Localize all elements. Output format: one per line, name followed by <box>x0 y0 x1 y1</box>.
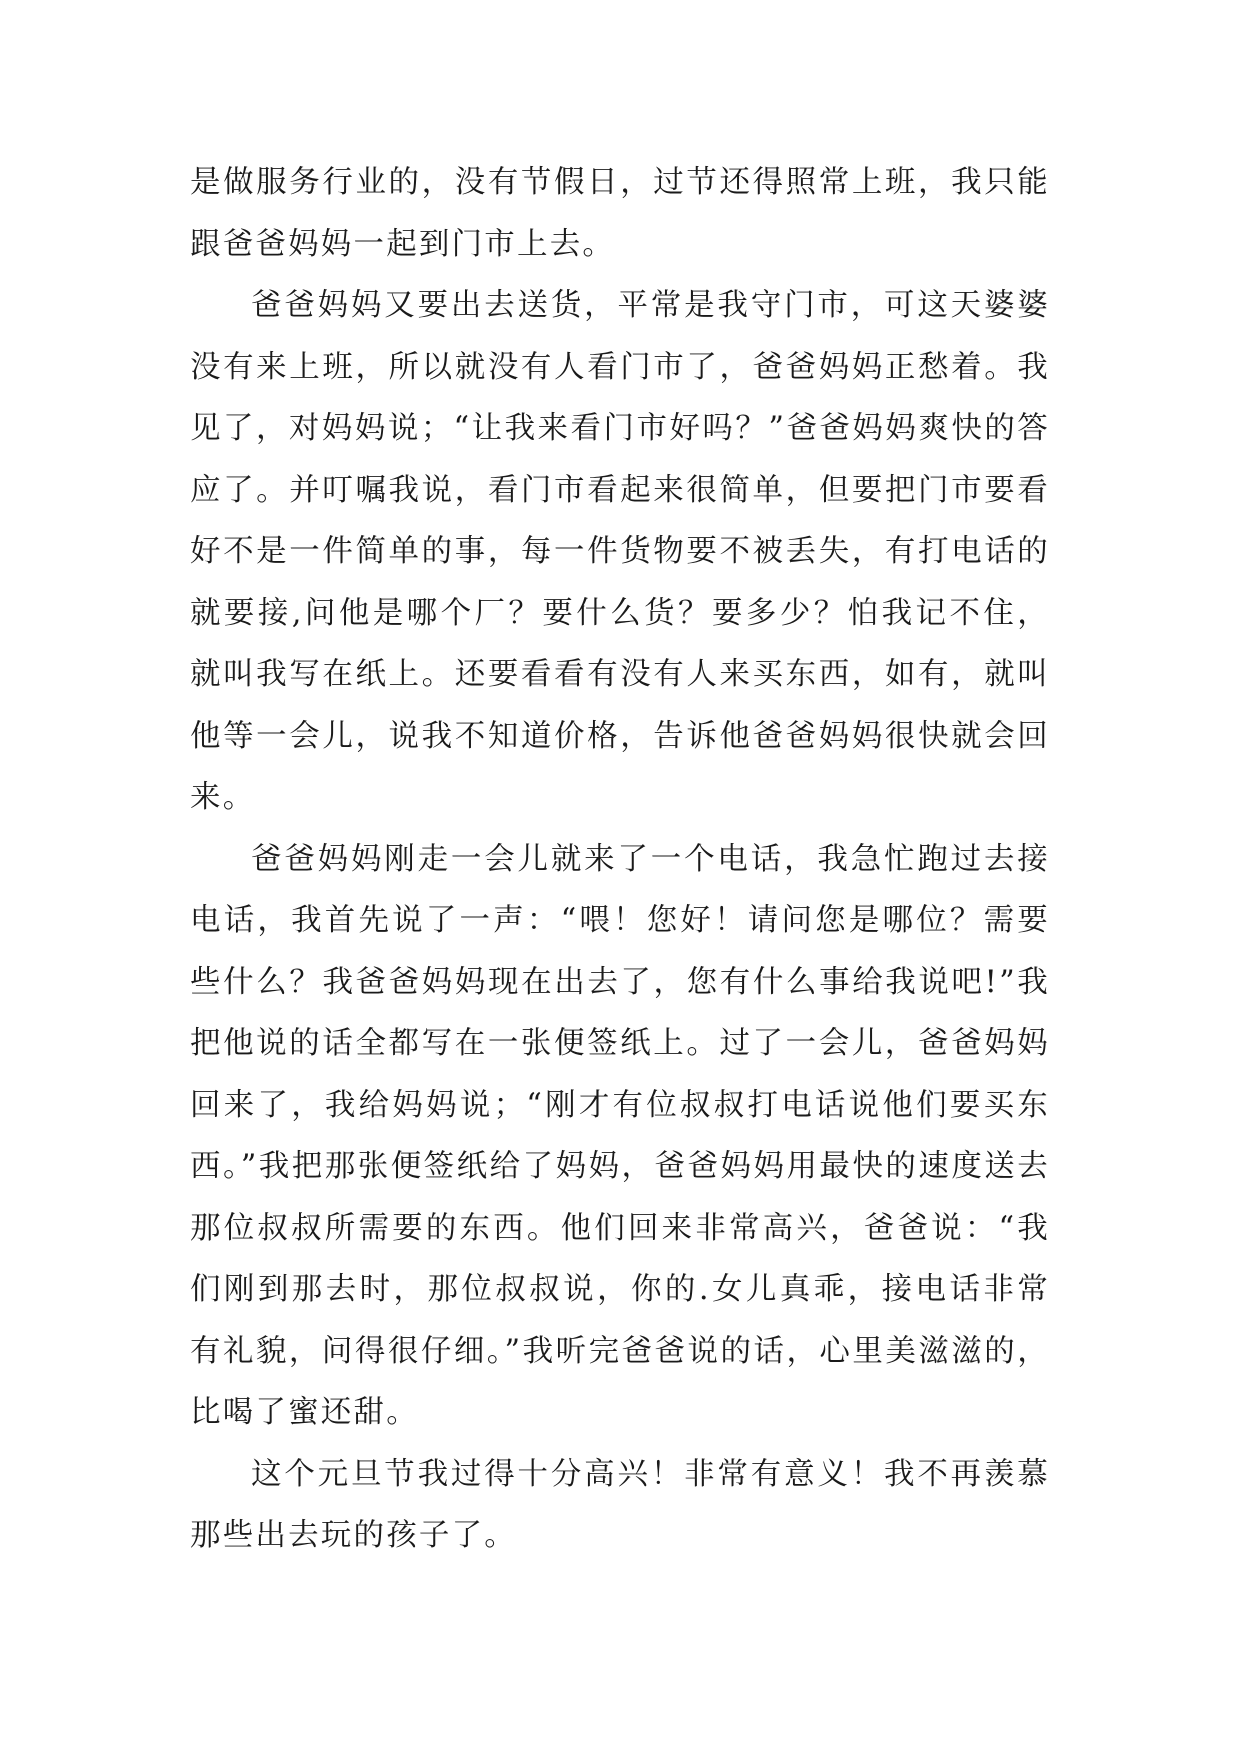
paragraph-2: 爸爸妈妈又要出去送货，平常是我守门市，可这天婆婆没有来上班，所以就没有人看门市了，爸爸妈妈正愁着。我见了，对妈妈说；“让我来看门市好吗？”爸爸妈妈爽快的答应了。并叮嘱我说，看门市看起来很简单，但要把门市要看好不是一件简单的事，每一件货物要不被丢失，有打电话的就要接,问他是哪个厂？要什么货？要多少？怕我记不住，就叫我写在纸上。还要看看有没有人来买东西，如有，就叫他等一会儿，说我不知道价格，告诉他爸爸妈妈很快就会回来。 <box>190 288 1050 815</box>
paragraph-3: 爸爸妈妈刚走一会儿就来了一个电话，我急忙跑过去接电话，我首先说了一声：“喂！您好！请问您是哪位？需要些什么？我爸爸妈妈现在出去了，您有什么事给我说吧!”我把他说的话全都写在一张便签纸上。过了一会儿，爸爸妈妈回来了，我给妈妈说；“刚才有位叔叔打电话说他们要买东西。”我把那张便签纸给了妈妈，爸爸妈妈用最快的速度送去那位叔叔所需要的东西。他们回来非常高兴，爸爸说：“我们刚到那去时，那位叔叔说，你的.女儿真乖，接电话非常有礼貌，问得很仔细。”我听完爸爸说的话，心里美滋滋的，比喝了蜜还甜。 <box>190 841 1050 1430</box>
paragraph-1: 是做服务行业的，没有节假日，过节还得照常上班，我只能跟爸爸妈妈一起到门市上去。 <box>190 165 1050 262</box>
paragraph-4: 这个元旦节我过得十分高兴！非常有意义！我不再羡慕那些出去玩的孩子了。 <box>190 1456 1050 1553</box>
document-body <box>190 152 1050 1567</box>
